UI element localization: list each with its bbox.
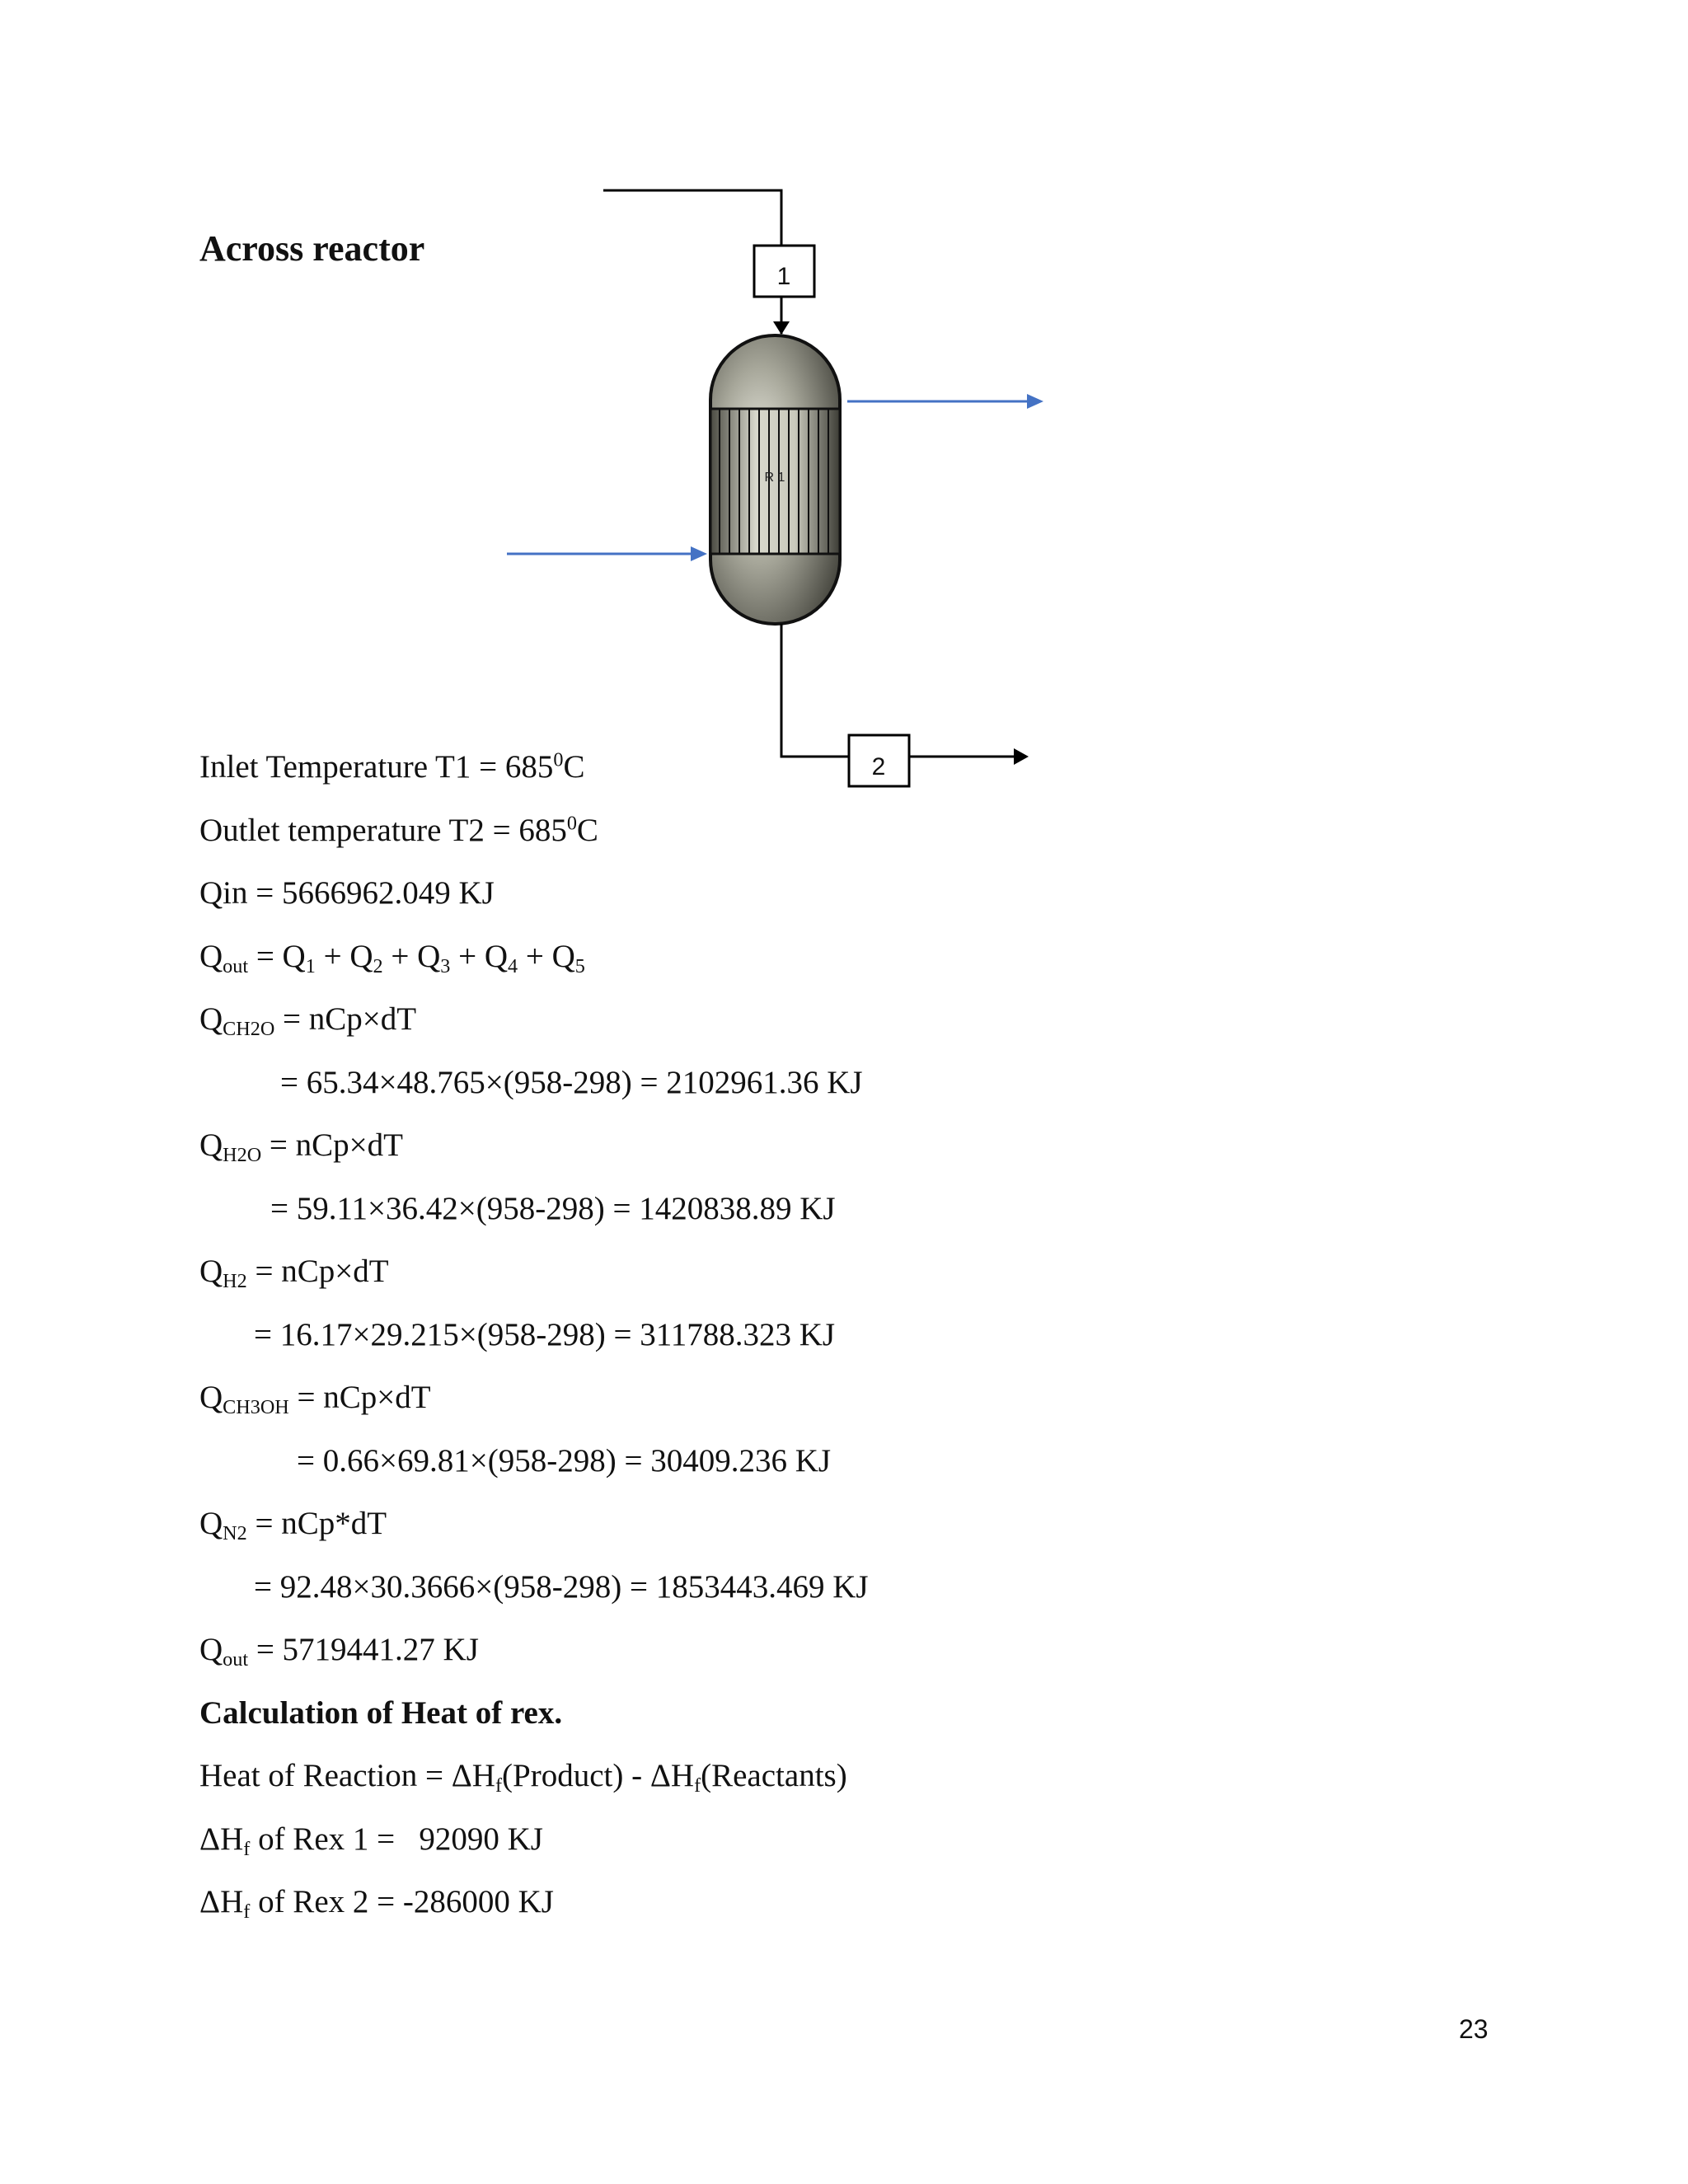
rex-2-line: $\Delta H_f$ of Rex 2 = -286000 KJ bbox=[199, 1884, 554, 1923]
stream-2-label: 2 bbox=[871, 753, 886, 780]
stream-1-label: 1 bbox=[776, 263, 791, 290]
qout-total-line: $Q_{out} = 5719441.27$ KJ bbox=[199, 1632, 479, 1671]
section-heading: Across reactor bbox=[199, 228, 425, 269]
q-h2o-line: $Q_{H2O} = nCp\times dT$ bbox=[199, 1127, 403, 1166]
product-arrowhead bbox=[1014, 748, 1029, 765]
q-ch3oh-calc: = 0.66×69.81×(958-298) = 30409.236 KJ bbox=[297, 1443, 832, 1479]
heat-calc-heading: Calculation of Heat of rex. bbox=[199, 1695, 563, 1731]
inlet-temperature-line: Inlet Temperature $T1 = 685^0C$ bbox=[199, 748, 585, 785]
page-number: 23 bbox=[1459, 2014, 1489, 2044]
heat-of-reaction-line: Heat of Reaction = $\Delta H_f(Product)$ - $\Delta H_f(Reactants)$ bbox=[199, 1758, 847, 1797]
q-h2-line: $Q_{H2} = nCp\times dT$ bbox=[199, 1254, 389, 1292]
q-ch3oh-line: $Q_{CH3OH} = nCp\times dT$ bbox=[199, 1380, 431, 1418]
q-ch2o-line: $Q_{CH2O} = nCp\times dT$ bbox=[199, 1001, 417, 1040]
q-h2o-calc: = 59.11×36.42×(958-298) = 1420838.89 KJ bbox=[270, 1191, 836, 1226]
q-n2-line: $Q_{N2} = nCp*dT$ bbox=[199, 1506, 387, 1544]
outlet-side-arrowhead bbox=[1027, 394, 1043, 409]
product-line bbox=[781, 624, 849, 757]
qin-line: Qin = 5666962.049 KJ bbox=[199, 875, 495, 911]
q-n2-calc: = 92.48×30.3666×(958-298) = 1853443.469 KJ bbox=[254, 1569, 869, 1605]
qout-sum-line: $Q_{out} = Q_1 + Q_2 + Q_3 + Q_4 + Q_5$ bbox=[199, 939, 585, 977]
feed-arrowhead bbox=[773, 321, 790, 335]
outlet-temperature-line: Outlet temperature $T2 = 685^0C$ bbox=[199, 812, 598, 848]
feed-line bbox=[603, 190, 781, 246]
rex-1-line: $\Delta H_f$ of Rex 1 = 92090 KJ bbox=[199, 1821, 543, 1860]
q-ch2o-calc: = 65.34×48.765×(958-298) = 2102961.36 KJ bbox=[280, 1065, 863, 1100]
reactor-diagram bbox=[0, 0, 1071, 791]
q-h2-calc: = 16.17×29.215×(958-298) = 311788.323 KJ bbox=[254, 1317, 836, 1352]
reactor-label: R 1 bbox=[764, 471, 785, 485]
inlet-side-arrowhead bbox=[691, 546, 707, 561]
